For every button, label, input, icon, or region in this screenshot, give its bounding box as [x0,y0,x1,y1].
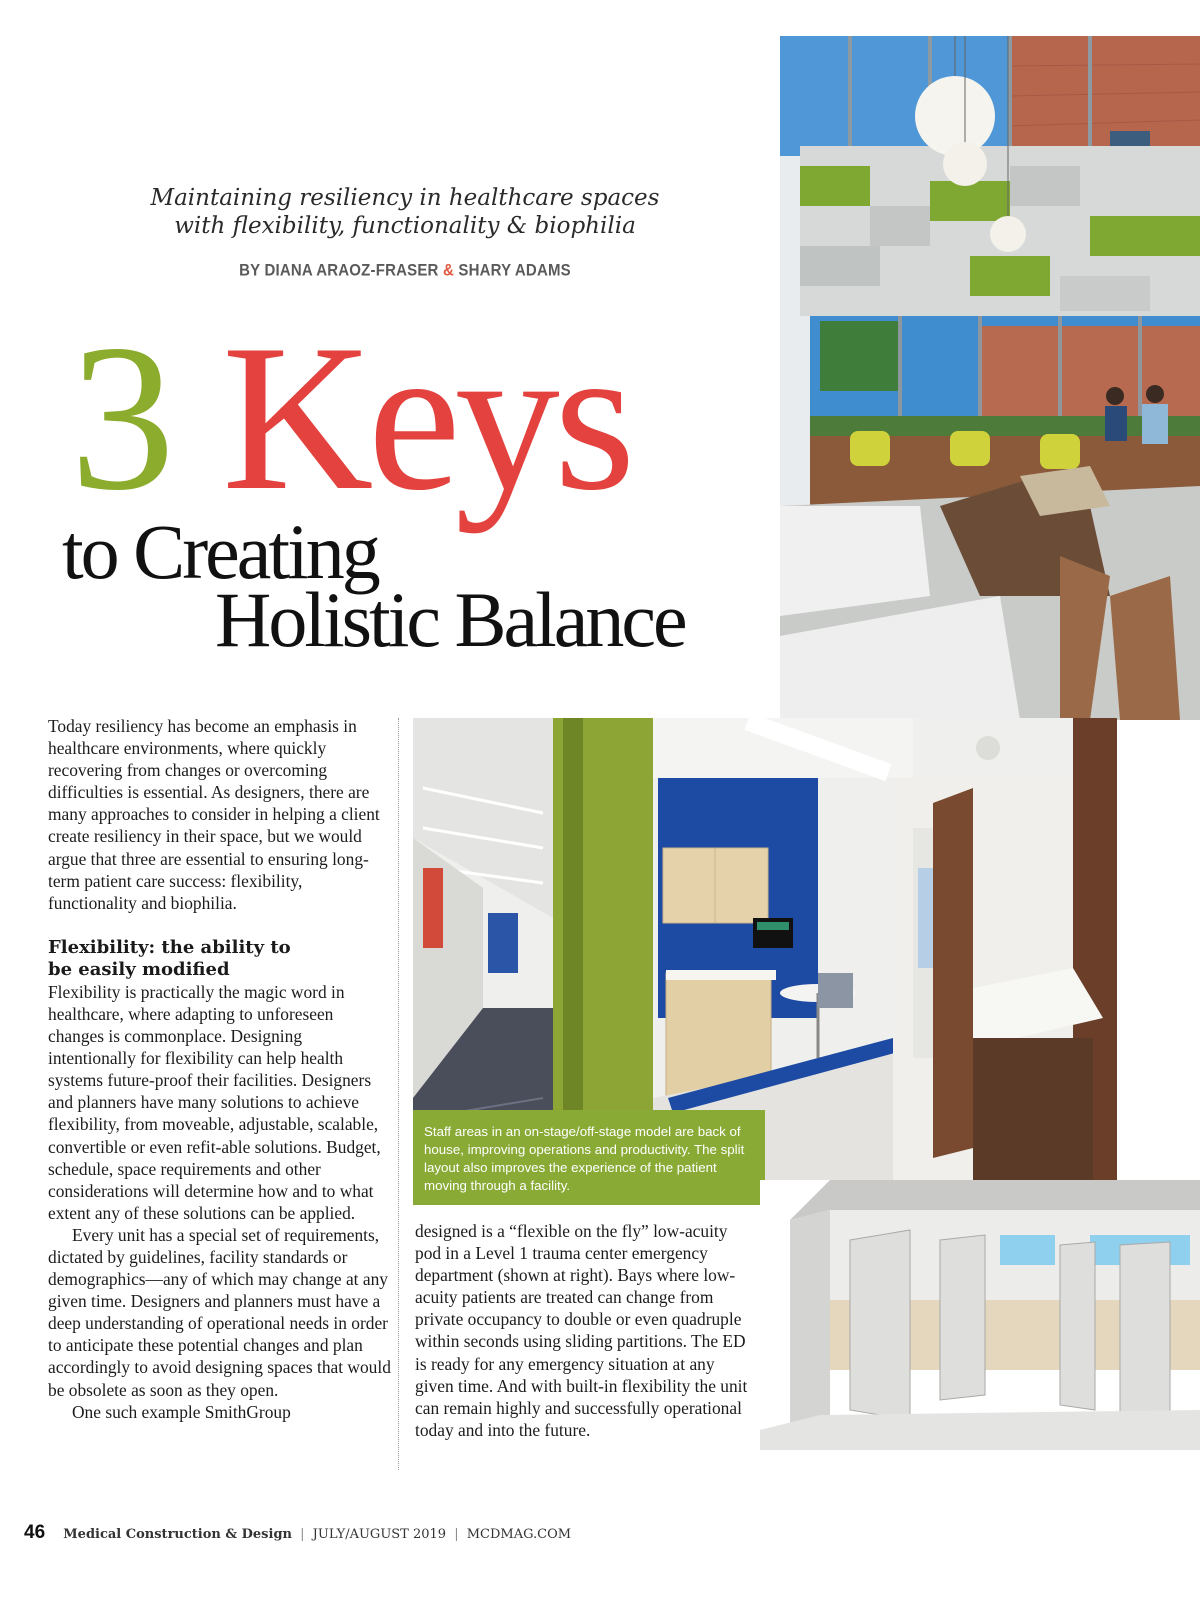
page-footer [24,1522,571,1544]
title-line-3: Holistic Balance [215,576,685,663]
section-heading-flexibility [48,937,393,981]
byline-ampersand: & [442,261,455,280]
issue-date: JULY/AUGUST 2019 [312,1527,447,1542]
article-subtitle [130,184,680,240]
website: MCDMAG.COM [466,1527,572,1542]
footer-separator-2: | [454,1527,459,1542]
photo-caption: Staff areas in an on-stage/off-stage model are back of house, improving operations and productivity. The split layout also improves the experience of the patient moving through a facility. [413,1110,765,1205]
flexibility-paragraph-3: One such example SmithGroup [72,1401,291,1422]
section-heading-line-2: be easily modified [48,958,230,980]
page-number: 46 [24,1522,46,1543]
byline [130,261,680,280]
subtitle-line-2: with flexibility, functionality & biophilia [174,213,636,239]
title-number: 3 [70,302,169,534]
title-line-2: to Creating [62,508,378,595]
byline-author-1: BY DIANA ARAOZ-FRASER [239,261,439,280]
byline-author-2: SHARY ADAMS [458,261,571,280]
section-heading-line-1: Flexibility: the ability to [48,936,291,958]
article-column-2 [415,1220,750,1441]
intro-paragraph: Today resiliency has become an emphasis in healthcare environments, where quickly recovering from changes or overcoming difficulties is essential. As designers, there are many approaches to consider in helping a client create resiliency in their space, but we would argue that three are essential to ensuring long-term patient care success: flexibility, functionality and biophilia. [48,716,380,913]
column-2-paragraph: designed is a “flexible on the fly” low-acuity pod in a Level 1 trauma center emergency department (shown at right). Bays where low-acuity patients are treated can change from private occupancy to double or even quadruple within seconds using sliding partitions. The ED is ready for any emergency situation at any given time. And with built-in flexibility the unit can remain highly and successfully operational today and into the future. [415,1221,748,1440]
title-keyword: Keys [222,302,630,534]
low-acuity-pod-rendering [760,1180,1200,1450]
article-column-1 [48,715,393,1423]
footer-separator-1: | [300,1527,305,1542]
cafe-atrium-photo [780,36,1200,720]
column-divider [398,718,399,1470]
magazine-name: Medical Construction & Design [63,1527,292,1542]
subtitle-line-1: Maintaining resiliency in healthcare spaces [150,185,660,211]
flexibility-paragraph-2: Every unit has a special set of requirements, dictated by guidelines, facility standards or demographics—any of which may change at any given time. Designers and planners must have a deep understanding of operational needs in order to anticipate these potential changes and plan accordingly to avoid designing spaces that would be obsolete as soon as they open. [48,1224,391,1400]
flexibility-paragraph-1: Flexibility is practically the magic word in healthcare, where adapting to unforeseen changes is commonplace. Designing intentionally for flexibility can help health systems future-proof their facilities. Designers and planners have many solutions to achieve flexibility, from moveable, adjustable, scalable, convertible or even refit-able solutions. Budget, schedule, space requirements and other considerations will determine how and to what extent any of these solutions can be applied. [48,981,381,1223]
